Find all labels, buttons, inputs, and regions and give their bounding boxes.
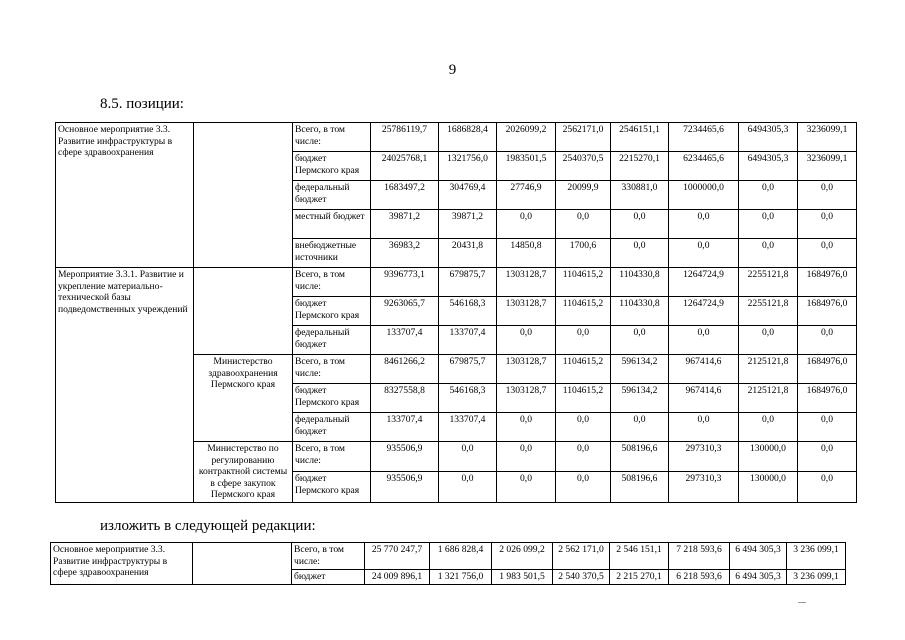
funding-value: 3236099,1 [798, 123, 857, 152]
funding-value: 297310,3 [669, 472, 739, 502]
funding-value: 546168,3 [439, 297, 497, 326]
funding-value: 2 026 099,2 [492, 543, 553, 570]
funding-value: 24 009 896,1 [365, 570, 430, 585]
funding-value: 1303128,7 [497, 355, 556, 384]
funding-value: 39871,2 [439, 210, 497, 239]
funding-value: 2215270,1 [611, 152, 669, 181]
funding-value: 0,0 [556, 326, 611, 355]
funding-value: 0,0 [798, 239, 857, 268]
funding-value: 6 494 305,3 [730, 543, 787, 570]
funding-value: 0,0 [611, 413, 669, 442]
funding-value: 1303128,7 [497, 297, 556, 326]
funding-value: 133707,4 [371, 326, 439, 355]
funding-value: 36983,2 [371, 239, 439, 268]
funding-value: 6494305,3 [739, 123, 798, 152]
funding-value: 0,0 [439, 442, 497, 472]
funding-value: 3236099,1 [798, 152, 857, 181]
funding-value: 0,0 [497, 472, 556, 502]
funding-value: 1104615,2 [556, 268, 611, 297]
section-heading: 8.5. позиции: [100, 96, 184, 112]
funding-value: 967414,6 [669, 355, 739, 384]
funding-value: 508196,6 [611, 472, 669, 502]
funding-value: 2125121,8 [739, 384, 798, 413]
funding-value: 0,0 [669, 210, 739, 239]
responsible-executor: Министерство по регулированию контрактной системы в сфере закупок Пермского края [194, 442, 293, 503]
funding-value: 0,0 [739, 326, 798, 355]
funding-value: 2 546 151,1 [610, 543, 669, 570]
funding-value: 1264724,9 [669, 297, 739, 326]
funding-value: 1 686 828,4 [430, 543, 492, 570]
funding-value: 1104615,2 [556, 384, 611, 413]
responsible-executor [193, 543, 292, 585]
funding-source: бюджет Пермского края [293, 472, 371, 502]
funding-value: 133707,4 [371, 413, 439, 442]
funding-value: 1303128,7 [497, 384, 556, 413]
activity-description: Основное мероприятие 3.3. Развитие инфраструктуры в сфере здравоохранения [51, 543, 193, 585]
funding-value: 1321756,0 [439, 152, 497, 181]
funding-value: 0,0 [798, 326, 857, 355]
funding-value: 133707,4 [439, 326, 497, 355]
funding-source: Всего, в том числе: [293, 123, 371, 152]
funding-source: федеральный бюджет [293, 413, 371, 442]
funding-value: 1684976,0 [798, 297, 857, 326]
table-row [56, 268, 857, 297]
page-mark [798, 602, 806, 603]
funding-value: 1700,6 [556, 239, 611, 268]
funding-value: 1264724,9 [669, 268, 739, 297]
funding-value: 0,0 [556, 442, 611, 472]
funding-value: 14850,8 [497, 239, 556, 268]
funding-value: 20099,9 [556, 181, 611, 210]
funding-value: 7234465,6 [669, 123, 739, 152]
funding-value: 130000,0 [739, 472, 798, 502]
funding-value: 24025768,1 [371, 152, 439, 181]
funding-value: 935506,9 [371, 472, 439, 502]
funding-value: 596134,2 [611, 355, 669, 384]
funding-value: 0,0 [611, 210, 669, 239]
new-program-table [50, 542, 846, 585]
funding-value: 1686828,4 [439, 123, 497, 152]
funding-value: 0,0 [497, 442, 556, 472]
old-program-table [55, 122, 857, 503]
funding-value: 8461266,2 [371, 355, 439, 384]
funding-value: 0,0 [798, 210, 857, 239]
funding-source: Всего, в том числе: [293, 355, 371, 384]
funding-value: 0,0 [556, 472, 611, 502]
funding-value: 0,0 [798, 413, 857, 442]
funding-value: 133707,4 [439, 413, 497, 442]
responsible-executor [194, 268, 293, 355]
funding-source: бюджет Пермского края [293, 384, 371, 413]
funding-value: 6234465,6 [669, 152, 739, 181]
amendment-heading: изложить в следующей редакции: [100, 518, 316, 534]
funding-value: 2 562 171,0 [553, 543, 610, 570]
funding-value: 1104615,2 [556, 297, 611, 326]
funding-value: 596134,2 [611, 384, 669, 413]
funding-value: 0,0 [497, 326, 556, 355]
funding-value: 39871,2 [371, 210, 439, 239]
funding-value: 0,0 [669, 326, 739, 355]
funding-value: 0,0 [611, 326, 669, 355]
funding-value: 20431,8 [439, 239, 497, 268]
funding-source: федеральный бюджет [293, 181, 371, 210]
funding-value: 0,0 [497, 413, 556, 442]
funding-value: 8327558,8 [371, 384, 439, 413]
funding-value: 2 215 270,1 [610, 570, 669, 585]
funding-value: 3 236 099,1 [787, 570, 846, 585]
funding-value: 1303128,7 [497, 268, 556, 297]
table-row [51, 543, 846, 570]
funding-value: 1104615,2 [556, 355, 611, 384]
funding-value: 679875,7 [439, 268, 497, 297]
responsible-executor [194, 123, 293, 268]
funding-value: 2125121,8 [739, 355, 798, 384]
funding-value: 0,0 [739, 210, 798, 239]
funding-value: 27746,9 [497, 181, 556, 210]
funding-source: внебюджетные источники [293, 239, 371, 268]
funding-value: 0,0 [798, 181, 857, 210]
funding-value: 1983501,5 [497, 152, 556, 181]
funding-value: 2026099,2 [497, 123, 556, 152]
funding-value: 0,0 [669, 239, 739, 268]
funding-value: 6 218 593,6 [669, 570, 730, 585]
funding-value: 967414,6 [669, 384, 739, 413]
funding-value: 679875,7 [439, 355, 497, 384]
funding-value: 1104330,8 [611, 268, 669, 297]
old-table-body [56, 123, 857, 503]
funding-source: Всего, в том числе: [293, 442, 371, 472]
funding-source: бюджет [292, 570, 365, 585]
funding-value: 2546151,1 [611, 123, 669, 152]
activity-description: Мероприятие 3.3.1. Развитие и укрепление материально-технической базы подведомственных учреждений [56, 268, 194, 503]
funding-value: 546168,3 [439, 384, 497, 413]
funding-value: 297310,3 [669, 442, 739, 472]
funding-value: 1 983 501,5 [492, 570, 553, 585]
funding-value: 0,0 [798, 442, 857, 472]
funding-value: 9263065,7 [371, 297, 439, 326]
funding-value: 1684976,0 [798, 268, 857, 297]
funding-source: Всего, в том числе: [293, 268, 371, 297]
funding-value: 25786119,7 [371, 123, 439, 152]
funding-value: 0,0 [439, 472, 497, 502]
responsible-executor: Министерство здравоохранения Пермского края [194, 355, 293, 442]
funding-value: 1684976,0 [798, 355, 857, 384]
funding-value: 1 321 756,0 [430, 570, 492, 585]
funding-value: 1000000,0 [669, 181, 739, 210]
funding-value: 0,0 [556, 210, 611, 239]
funding-value: 508196,6 [611, 442, 669, 472]
funding-value: 0,0 [556, 413, 611, 442]
funding-value: 1684976,0 [798, 384, 857, 413]
funding-value: 0,0 [798, 472, 857, 502]
funding-value: 330881,0 [611, 181, 669, 210]
funding-value: 304769,4 [439, 181, 497, 210]
funding-source: местный бюджет [293, 210, 371, 239]
new-table-body [51, 543, 846, 585]
funding-value: 6494305,3 [739, 152, 798, 181]
funding-value: 1683497,2 [371, 181, 439, 210]
funding-value: 3 236 099,1 [787, 543, 846, 570]
funding-value: 0,0 [669, 413, 739, 442]
funding-value: 1104330,8 [611, 297, 669, 326]
funding-value: 0,0 [739, 181, 798, 210]
funding-value: 2255121,8 [739, 268, 798, 297]
page-number: 9 [448, 62, 457, 78]
table-row [56, 123, 857, 152]
funding-value: 0,0 [739, 239, 798, 268]
funding-value: 2255121,8 [739, 297, 798, 326]
funding-value: 7 218 593,6 [669, 543, 730, 570]
funding-value: 130000,0 [739, 442, 798, 472]
funding-value: 2 540 370,5 [553, 570, 610, 585]
activity-description: Основное мероприятие 3.3. Развитие инфраструктуры в сфере здравоохранения [56, 123, 194, 268]
funding-value: 0,0 [497, 210, 556, 239]
funding-value: 0,0 [739, 413, 798, 442]
funding-source: бюджет Пермского края [293, 297, 371, 326]
funding-value: 2562171,0 [556, 123, 611, 152]
funding-value: 25 770 247,7 [365, 543, 430, 570]
funding-source: федеральный бюджет [293, 326, 371, 355]
funding-value: 9396773,1 [371, 268, 439, 297]
funding-value: 0,0 [611, 239, 669, 268]
funding-value: 935506,9 [371, 442, 439, 472]
funding-source: бюджет Пермского края [293, 152, 371, 181]
funding-value: 2540370,5 [556, 152, 611, 181]
funding-value: 6 494 305,3 [730, 570, 787, 585]
funding-source: Всего, в том числе: [292, 543, 365, 570]
